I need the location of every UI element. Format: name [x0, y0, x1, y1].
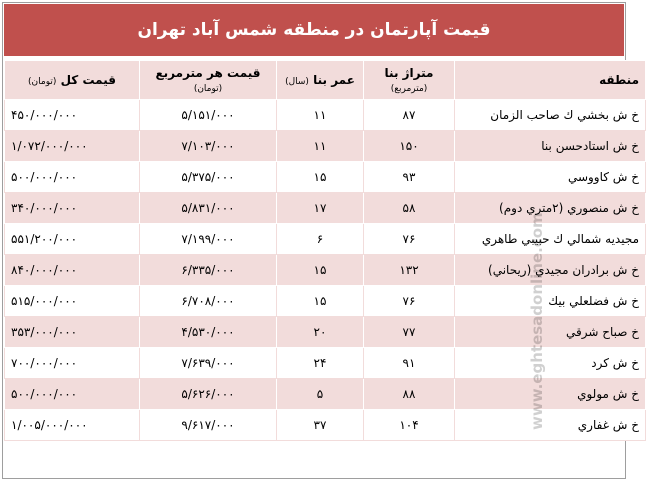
cell-age: ۱۵ [277, 255, 364, 286]
header-region: منطقه [455, 61, 646, 100]
cell-region: خ ش كرد [455, 348, 646, 379]
cell-region: خ ش منصوري (۲متري دوم) [455, 193, 646, 224]
cell-area: ۷۶ [364, 286, 455, 317]
cell-age: ۱۷ [277, 193, 364, 224]
header-total-price: قیمت کل (تومان) [5, 61, 140, 100]
cell-total-price: ۵۰۰/۰۰۰/۰۰۰ [5, 162, 140, 193]
cell-price-per-meter: ۵/۳۷۵/۰۰۰ [140, 162, 277, 193]
cell-price-per-meter: ۷/۱۰۳/۰۰۰ [140, 131, 277, 162]
cell-total-price: ۳۴۰/۰۰۰/۰۰۰ [5, 193, 140, 224]
cell-region: خ ش غفاري [455, 410, 646, 441]
cell-total-price: ۱/۰۰۵/۰۰۰/۰۰۰ [5, 410, 140, 441]
cell-total-price: ۱/۰۷۲/۰۰۰/۰۰۰ [5, 131, 140, 162]
cell-region: مجيديه شمالي ك حبيبي طاهري [455, 224, 646, 255]
cell-area: ۸۷ [364, 100, 455, 131]
cell-age: ۱۱ [277, 131, 364, 162]
cell-region: خ ش بخشي ك صاحب الزمان [455, 100, 646, 131]
table-header-row [5, 61, 646, 100]
cell-price-per-meter: ۵/۱۵۱/۰۰۰ [140, 100, 277, 131]
page-title: قیمت آپارتمان در منطقه شمس آباد تهران [4, 4, 624, 56]
cell-area: ۵۸ [364, 193, 455, 224]
cell-price-per-meter: ۹/۶۱۷/۰۰۰ [140, 410, 277, 441]
cell-price-per-meter: ۶/۳۳۵/۰۰۰ [140, 255, 277, 286]
table-row [5, 162, 646, 193]
watermark: www.eghtesadonline.com [528, 212, 546, 430]
cell-area: ۱۵۰ [364, 131, 455, 162]
cell-age: ۱۵ [277, 162, 364, 193]
header-price-per-meter: قیمت هر مترمربع (تومان) [140, 61, 277, 100]
table-row [5, 131, 646, 162]
cell-region: خ ش مولوي [455, 379, 646, 410]
cell-age: ۲۴ [277, 348, 364, 379]
header-age: عمر بنا (سال) [277, 61, 364, 100]
cell-area: ۹۳ [364, 162, 455, 193]
cell-price-per-meter: ۴/۵۳۰/۰۰۰ [140, 317, 277, 348]
cell-region: خ ش استادحسن بنا [455, 131, 646, 162]
cell-price-per-meter: ۵/۸۳۱/۰۰۰ [140, 193, 277, 224]
cell-age: ۳۷ [277, 410, 364, 441]
cell-region: خ صباح شرقي [455, 317, 646, 348]
cell-price-per-meter: ۷/۱۹۹/۰۰۰ [140, 224, 277, 255]
cell-price-per-meter: ۷/۶۳۹/۰۰۰ [140, 348, 277, 379]
cell-area: ۱۳۲ [364, 255, 455, 286]
cell-total-price: ۵۱۵/۰۰۰/۰۰۰ [5, 286, 140, 317]
table-row [5, 100, 646, 131]
cell-area: ۷۷ [364, 317, 455, 348]
cell-area: ۷۶ [364, 224, 455, 255]
cell-price-per-meter: ۵/۶۲۶/۰۰۰ [140, 379, 277, 410]
cell-area: ۸۸ [364, 379, 455, 410]
cell-age: ۲۰ [277, 317, 364, 348]
cell-total-price: ۵۵۱/۲۰۰/۰۰۰ [5, 224, 140, 255]
header-area: متراژ بنا (مترمربع) [364, 61, 455, 100]
cell-total-price: ۴۵۰/۰۰۰/۰۰۰ [5, 100, 140, 131]
cell-age: ۱۱ [277, 100, 364, 131]
cell-age: ۵ [277, 379, 364, 410]
cell-region: خ ش برادران مجيدي (ريحاني) [455, 255, 646, 286]
cell-total-price: ۷۰۰/۰۰۰/۰۰۰ [5, 348, 140, 379]
cell-area: ۱۰۴ [364, 410, 455, 441]
cell-age: ۱۵ [277, 286, 364, 317]
cell-age: ۶ [277, 224, 364, 255]
cell-region: خ ش کاووسي [455, 162, 646, 193]
cell-total-price: ۸۴۰/۰۰۰/۰۰۰ [5, 255, 140, 286]
cell-region: خ ش فضلعلي بيك [455, 286, 646, 317]
cell-total-price: ۵۰۰/۰۰۰/۰۰۰ [5, 379, 140, 410]
cell-total-price: ۳۵۳/۰۰۰/۰۰۰ [5, 317, 140, 348]
cell-price-per-meter: ۶/۷۰۸/۰۰۰ [140, 286, 277, 317]
cell-area: ۹۱ [364, 348, 455, 379]
